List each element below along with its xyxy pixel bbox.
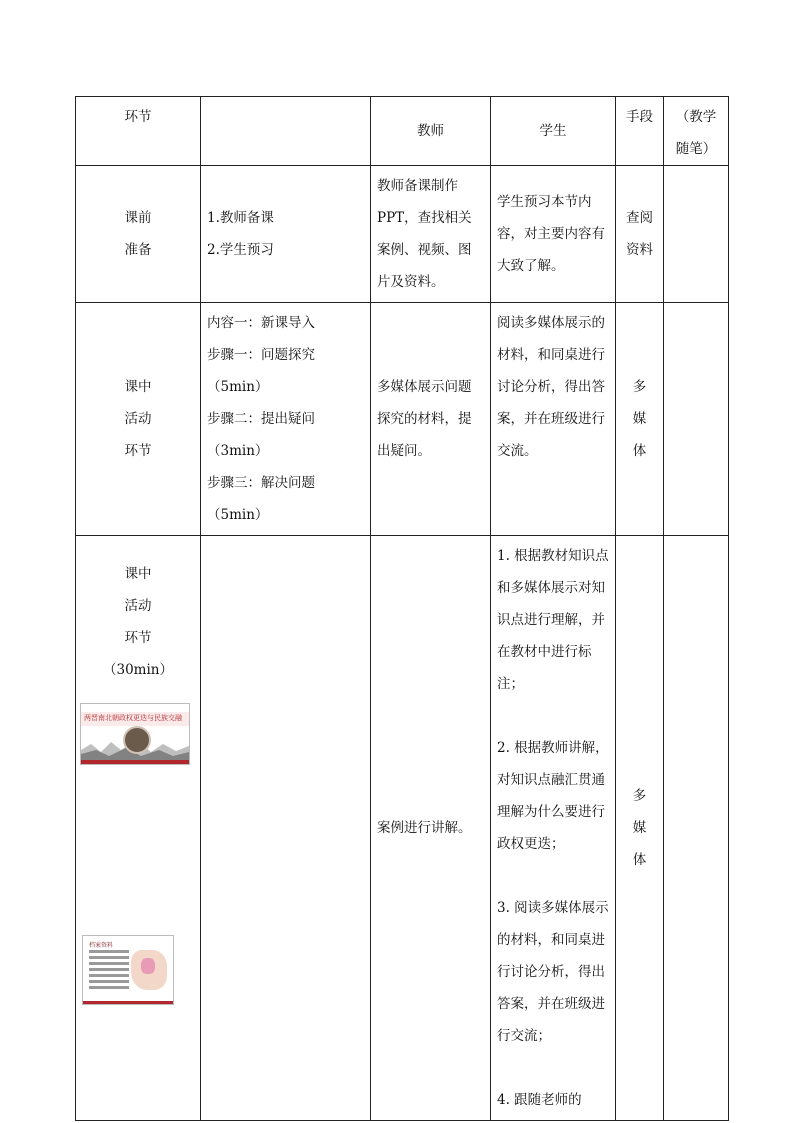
section-cell xyxy=(76,303,201,536)
section-line: 课前 xyxy=(124,210,152,226)
notes-cell xyxy=(664,536,729,1121)
means-line: 体 xyxy=(632,443,647,459)
section-line: 活动 xyxy=(124,598,152,614)
content-line: 步骤一：问题探究（5min） xyxy=(207,347,315,395)
student-item: 1. 根据教材知识点和多媒体展示对知识点进行理解，并在教材中进行标注； xyxy=(497,548,609,692)
slide-thumbnail xyxy=(80,703,190,765)
means-line: 资料 xyxy=(626,242,653,258)
header-notes-line1: （教学 xyxy=(675,109,717,125)
coin-image xyxy=(123,726,151,754)
header-student: 学生 xyxy=(491,97,616,166)
section-cell xyxy=(76,166,201,303)
header-notes xyxy=(664,97,729,166)
section-line: 准备 xyxy=(124,242,152,258)
section-line: 课中 xyxy=(124,566,152,582)
table-row xyxy=(76,536,729,1121)
content-line: 2.学生预习 xyxy=(207,242,274,258)
slide-title: 档案资料 xyxy=(89,942,114,949)
header-teacher: 教师 xyxy=(371,97,491,166)
teacher-cell: 案例进行讲解。 xyxy=(371,536,491,1121)
section-line: 活动 xyxy=(124,411,152,427)
means-line: 查阅 xyxy=(626,210,653,226)
student-item: 4. 跟随老师的 xyxy=(497,1092,582,1108)
content-cell xyxy=(201,166,371,303)
section-line: （30min） xyxy=(103,662,173,678)
content-cell xyxy=(201,536,371,1121)
content-line: 内容一：新课导入 xyxy=(207,315,315,331)
content-cell xyxy=(201,303,371,536)
header-notes-line2: 随笔） xyxy=(675,141,717,157)
means-line: 媒 xyxy=(632,411,647,427)
student-cell: 学生预习本节内容，对主要内容有大致了解。 xyxy=(491,166,616,303)
content-line: 步骤三：解决问题（5min） xyxy=(207,475,315,523)
section-line: 环节 xyxy=(124,443,152,459)
content-line: 1.教师备课 xyxy=(207,210,274,226)
slide-thumbnail xyxy=(82,935,174,1005)
student-cell xyxy=(491,536,616,1121)
teacher-cell: 多媒体展示问题探究的材料，提出疑问。 xyxy=(371,303,491,536)
means-line: 媒 xyxy=(632,820,647,836)
section-cell xyxy=(76,536,201,1121)
section-line: 环节 xyxy=(124,630,152,646)
means-line: 多 xyxy=(632,379,647,395)
table-row xyxy=(76,166,729,303)
content-line: 步骤二：提出疑问（3min） xyxy=(207,411,315,459)
notes-cell xyxy=(664,166,729,303)
means-cell xyxy=(616,303,664,536)
header-means: 手段 xyxy=(616,97,664,166)
table-row xyxy=(76,303,729,536)
header-content xyxy=(201,97,371,166)
notes-cell xyxy=(664,303,729,536)
slide-title: 两晋南北朝政权更迭与民族交融 xyxy=(84,714,182,722)
means-cell xyxy=(616,166,664,303)
student-item: 3. 阅读多媒体展示的材料，和同桌进行讨论分析，得出答案，并在班级进行交流； xyxy=(497,900,609,1044)
student-cell: 阅读多媒体展示的材料，和同桌进行讨论分析，得出答案，并在班级进行交流。 xyxy=(491,303,616,536)
section-line: 课中 xyxy=(124,379,152,395)
means-line: 体 xyxy=(632,852,647,868)
teacher-cell: 教师备课制作PPT，查找相关案例、视频、图片及资料。 xyxy=(371,166,491,303)
header-row xyxy=(76,97,729,166)
means-line: 多 xyxy=(632,788,647,804)
means-cell xyxy=(616,536,664,1121)
header-section: 环节 xyxy=(76,97,201,166)
student-item: 2. 根据教师讲解，对知识点融汇贯通理解为什么要进行政权更迭； xyxy=(497,740,609,852)
